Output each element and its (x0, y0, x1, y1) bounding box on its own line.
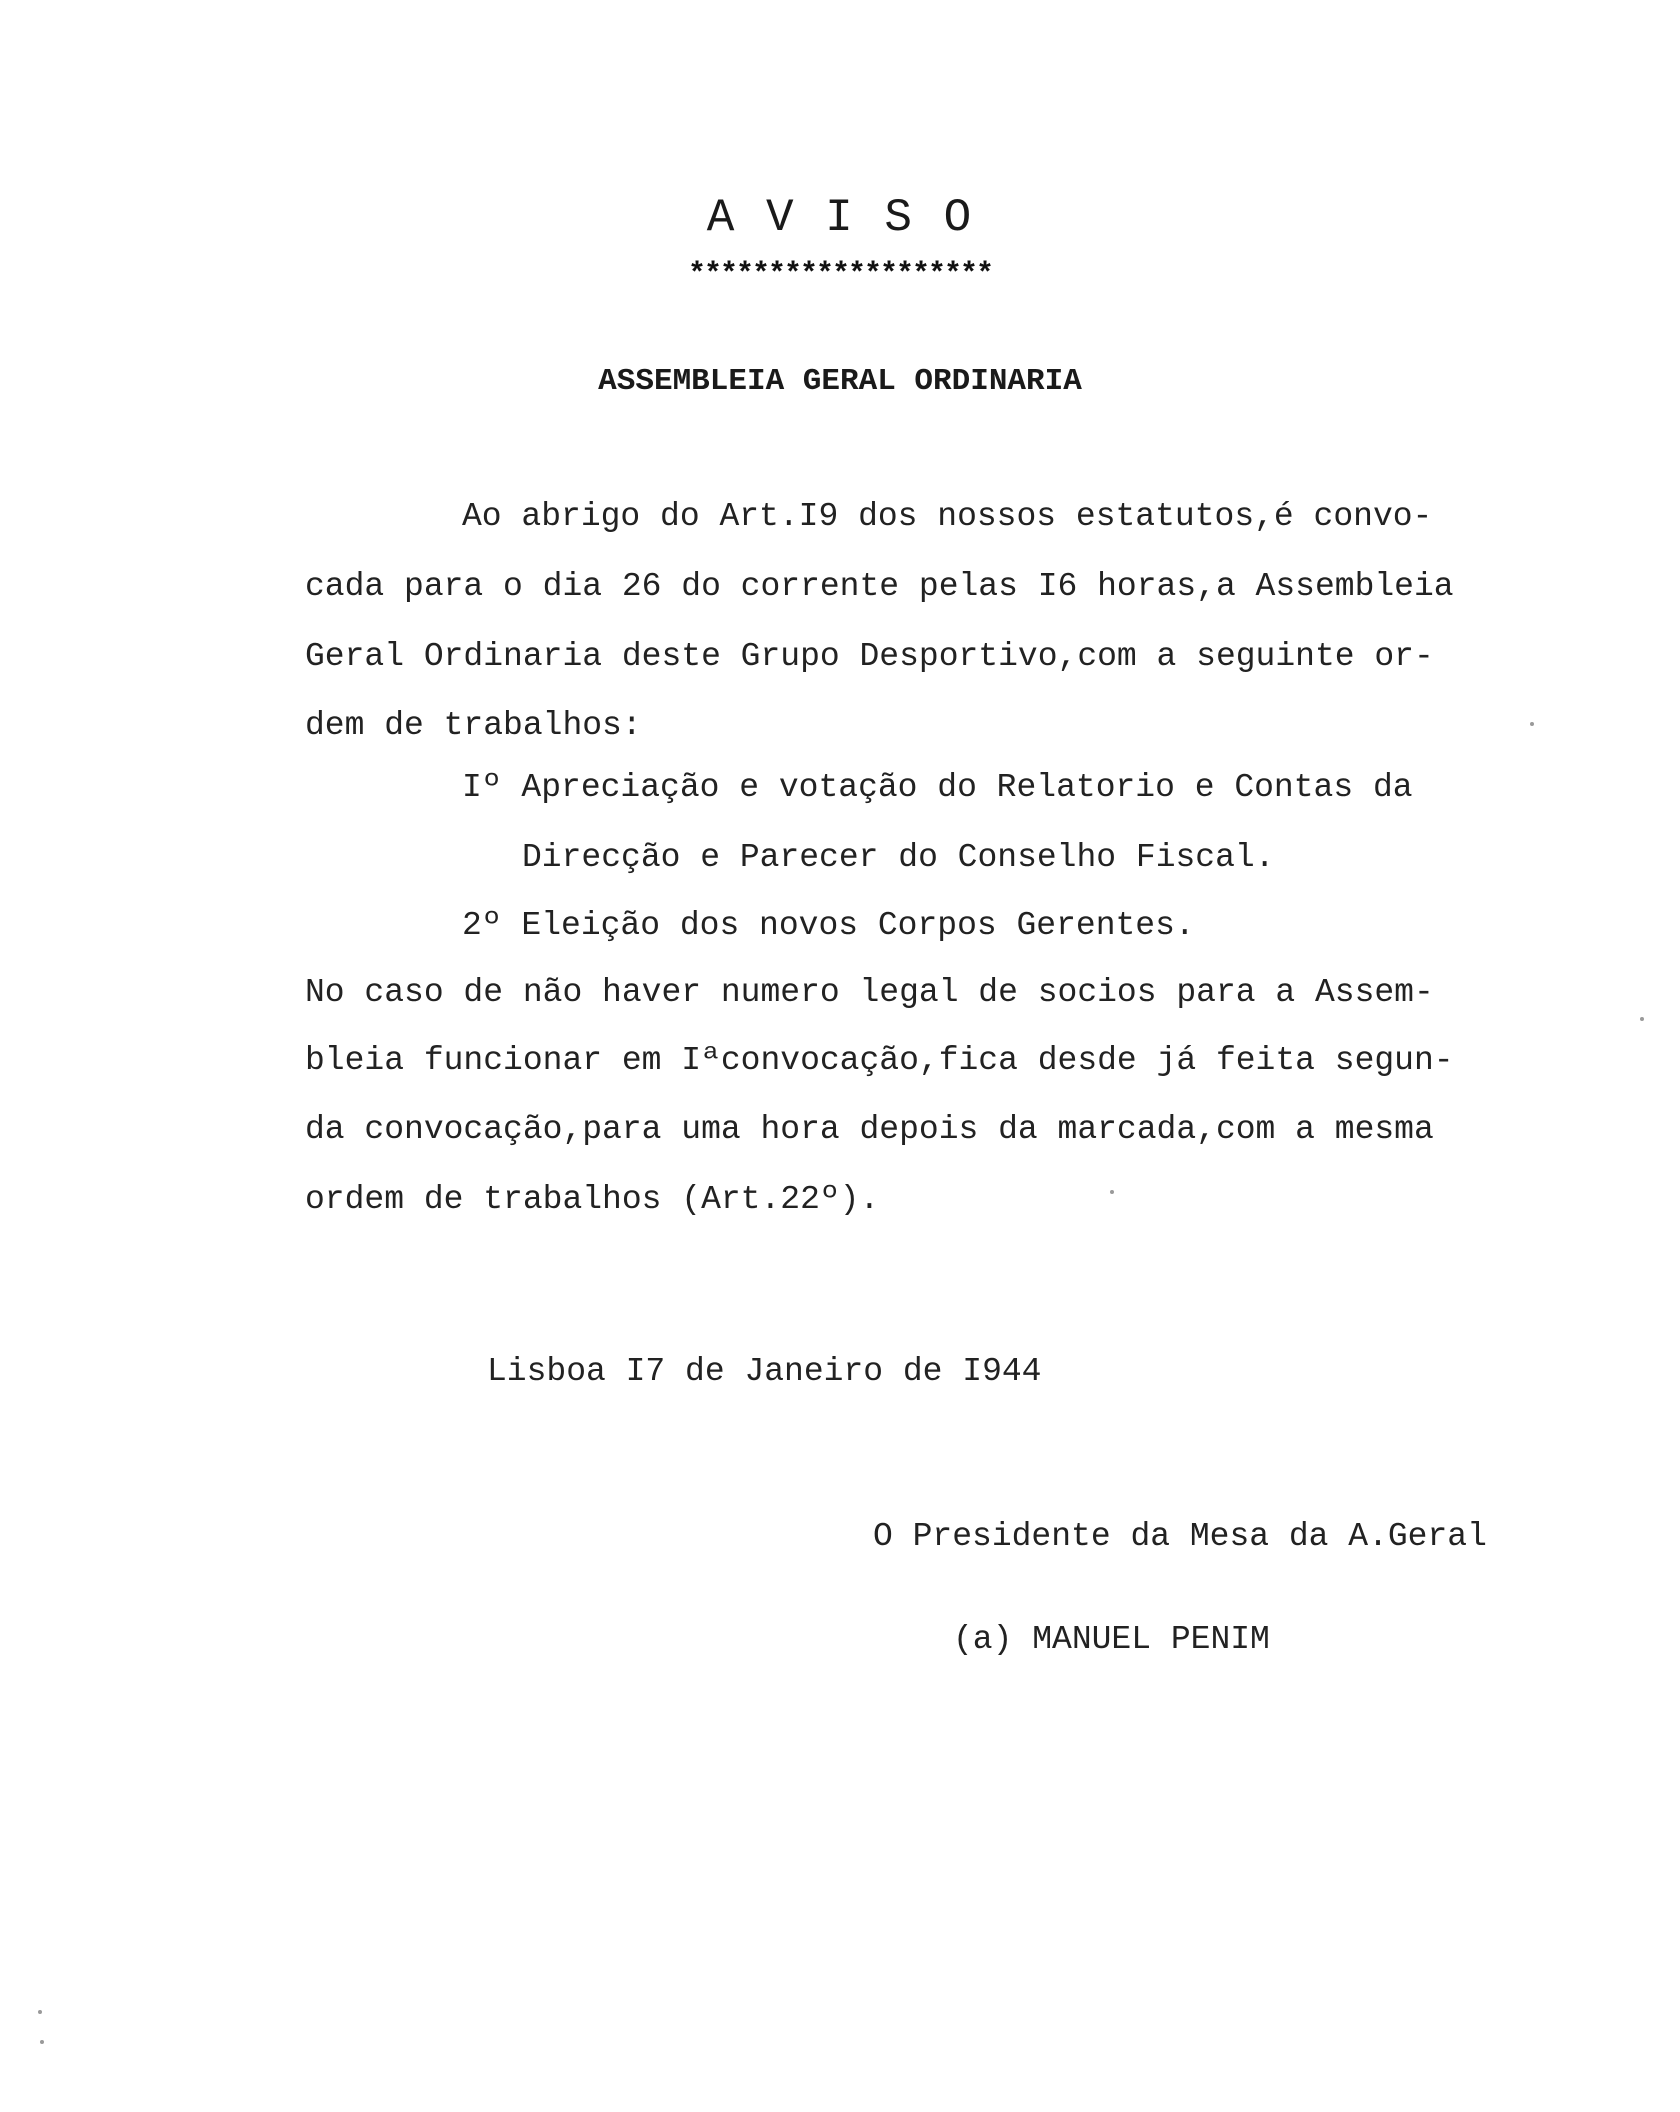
paragraph1-line-2: cada para o dia 26 do corrente pelas I6 horas,a Assembleia (305, 568, 1454, 605)
paragraph2-line-4: ordem de trabalhos (Art.22º). (305, 1181, 880, 1218)
scan-speck (40, 2040, 44, 2044)
document-title: A V I S O (706, 192, 974, 244)
scan-speck (1530, 722, 1534, 726)
title-underline-rule: ******************* (687, 258, 993, 292)
paragraph2-line-1: No caso de não haver numero legal de socios para a Assem- (305, 974, 1434, 1011)
signatory-title: O Presidente da Mesa da A.Geral (873, 1518, 1487, 1555)
paragraph1-line-3: Geral Ordinaria deste Grupo Desportivo,com a seguinte or- (305, 638, 1434, 675)
paragraph1-line-4: dem de trabalhos: (305, 707, 642, 744)
agenda-item-2: 2º Eleição dos novos Corpos Gerentes. (462, 907, 1195, 944)
scan-speck (1640, 1017, 1644, 1021)
place-and-date: Lisboa I7 de Janeiro de I944 (487, 1353, 1042, 1390)
paragraph2-line-2: bleia funcionar em Iªconvocação,fica desde já feita segun- (305, 1042, 1454, 1079)
signatory-name: (a) MANUEL PENIM (953, 1621, 1270, 1658)
agenda-item-1: Iº Apreciação e votação do Relatorio e Contas da (462, 769, 1413, 806)
agenda-item-1-continued: Direcção e Parecer do Conselho Fiscal. (522, 839, 1275, 876)
paragraph2-line-3: da convocação,para uma hora depois da marcada,com a mesma (305, 1111, 1434, 1148)
scan-speck (38, 2010, 42, 2014)
scan-speck (1110, 1190, 1114, 1194)
paragraph1-line-1: Ao abrigo do Art.I9 dos nossos estatutos,é convo- (462, 498, 1433, 535)
document-heading: ASSEMBLEIA GERAL ORDINARIA (598, 364, 1082, 399)
